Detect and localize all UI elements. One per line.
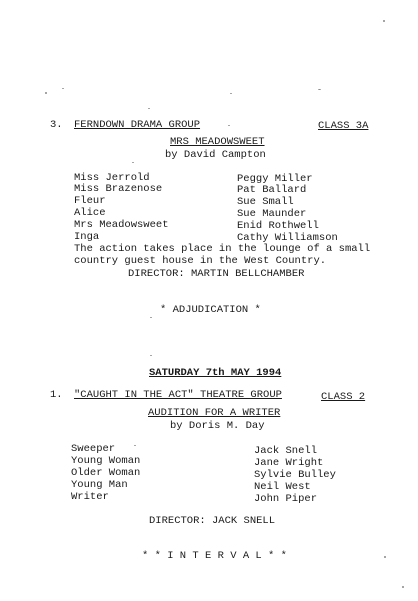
cast-role: Young Man [71,479,128,491]
cast-actor: Sylvie Bulley [254,469,336,481]
cast-role: Older Woman [71,467,141,479]
date-heading: SATURDAY 7th MAY 1994 [149,367,282,379]
entry-3-author: by David Campton [165,149,266,161]
cast-role: Mrs Meadowsweet [74,219,169,231]
cast-role: Sweeper [71,443,116,455]
cast-actor: Pat Ballard [237,184,307,196]
cast-role: Writer [71,491,109,503]
cast-actor: Neil West [254,481,311,493]
entry-3-setting-line-1: The action takes place in the lounge of a small [74,243,371,255]
entry-3-setting-line-2: country guest house in the West Country. [74,255,327,267]
cast-actor: John Piper [254,493,318,505]
entry-1-play-title: AUDITION FOR A WRITER [148,407,281,419]
cast-role: Young Woman [71,455,141,467]
adjudication-marker: * ADJUDICATION * [160,304,261,316]
entry-1-group: "CAUGHT IN THE ACT" THEATRE GROUP [74,389,282,401]
entry-1-director: DIRECTOR: JACK SNELL [149,515,276,527]
cast-actor: Sue Maunder [237,208,307,220]
entry-3-number: 3. [50,119,63,131]
cast-role: Alice [74,207,106,219]
entry-3-play-title: MRS MEADOWSWEET [170,136,265,148]
cast-actor: Enid Rothwell [237,220,319,232]
cast-actor: Peggy Miller [237,173,313,185]
cast-actor: Jack Snell [254,445,318,457]
entry-1-class: CLASS 2 [321,391,366,403]
cast-role: Inga [74,231,100,243]
entry-3-class: CLASS 3A [318,120,369,132]
cast-actor: Sue Small [237,196,294,208]
entry-3-group: FERNDOWN DRAMA GROUP [74,119,201,131]
entry-1-number: 1. [50,389,63,401]
cast-actor: Jane Wright [254,457,324,469]
cast-actor: Cathy Williamson [237,232,338,244]
interval-marker: * * I N T E R V A L * * [142,550,287,562]
cast-role: Miss Jerrold [74,172,150,184]
cast-role: Fleur [74,195,106,207]
cast-role: Miss Brazenose [74,183,163,195]
entry-3-director: DIRECTOR: MARTIN BELLCHAMBER [128,268,305,280]
entry-1-author: by Doris M. Day [170,420,265,432]
